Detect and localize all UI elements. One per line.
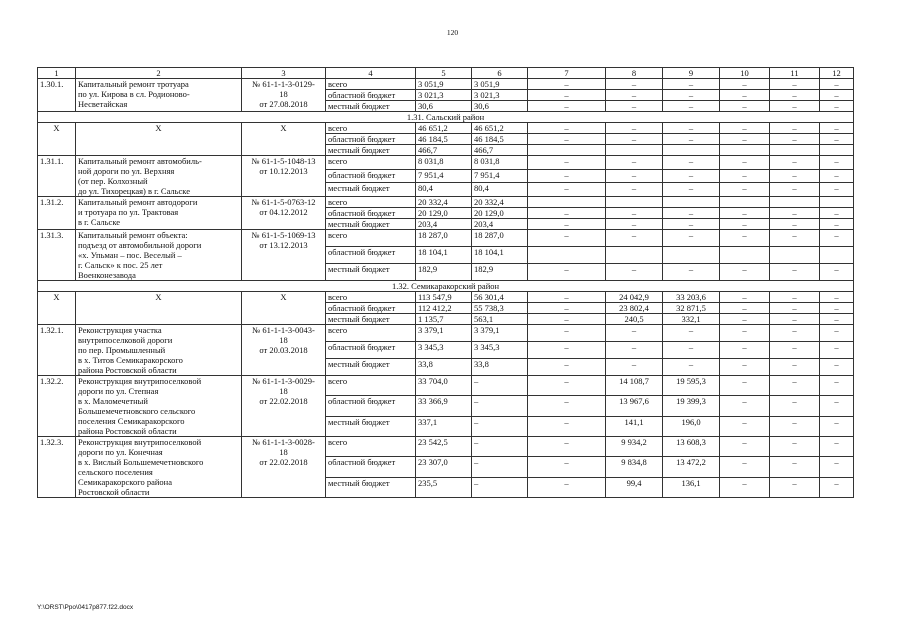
budget-source-cell: всего bbox=[326, 123, 416, 134]
value-cell: – bbox=[663, 156, 720, 170]
value-cell: – bbox=[606, 183, 663, 197]
value-cell: – bbox=[820, 325, 854, 342]
budget-source-cell: областной бюджет bbox=[326, 396, 416, 416]
column-header: 3 bbox=[242, 68, 326, 79]
value-cell: – bbox=[770, 101, 820, 112]
cell-doc: № 61-1-1-3-0029- 18 от 22.02.2018 bbox=[242, 376, 326, 437]
value-cell: – bbox=[606, 90, 663, 101]
value-cell: – bbox=[820, 134, 854, 145]
budget-source-cell: всего bbox=[326, 325, 416, 342]
value-cell: 3 051,9 bbox=[416, 79, 472, 90]
value-cell: – bbox=[472, 396, 528, 416]
budget-source-cell: местный бюджет bbox=[326, 101, 416, 112]
value-cell: 13 967,6 bbox=[606, 396, 663, 416]
value-cell: 23 802,4 bbox=[606, 303, 663, 314]
value-cell: – bbox=[528, 376, 606, 396]
value-cell: – bbox=[528, 416, 606, 436]
budget-source-cell: местный бюджет bbox=[326, 477, 416, 497]
value-cell: – bbox=[663, 123, 720, 134]
cell-doc: № 61-1-5-0763-12 от 04.12.2012 bbox=[242, 197, 326, 230]
cell-name: Капитальный ремонт автодороги и тротуара по ул. Трактовая в г. Сальске bbox=[76, 197, 242, 230]
value-cell: 18 287,0 bbox=[416, 230, 472, 247]
budget-source-cell: областной бюджет bbox=[326, 90, 416, 101]
value-cell: – bbox=[770, 416, 820, 436]
value-cell: – bbox=[720, 314, 770, 325]
value-cell: – bbox=[770, 208, 820, 219]
value-cell: 235,5 bbox=[416, 477, 472, 497]
budget-source-cell: всего bbox=[326, 156, 416, 170]
section-title: 1.31. Сальский район bbox=[38, 112, 854, 123]
value-cell: – bbox=[720, 416, 770, 436]
value-cell: – bbox=[663, 79, 720, 90]
value-cell: – bbox=[528, 219, 606, 230]
value-cell: 7 951,4 bbox=[416, 169, 472, 183]
value-cell: – bbox=[720, 342, 770, 359]
value-cell bbox=[770, 247, 820, 264]
value-cell: 3 379,1 bbox=[416, 325, 472, 342]
value-cell: – bbox=[528, 230, 606, 247]
value-cell: – bbox=[606, 169, 663, 183]
value-cell: – bbox=[528, 396, 606, 416]
value-cell: 20 129,0 bbox=[416, 208, 472, 219]
value-cell: – bbox=[720, 134, 770, 145]
value-cell: – bbox=[528, 208, 606, 219]
column-header: 5 bbox=[416, 68, 472, 79]
value-cell: – bbox=[770, 477, 820, 497]
value-cell bbox=[528, 247, 606, 264]
value-cell: – bbox=[770, 342, 820, 359]
value-cell: – bbox=[528, 123, 606, 134]
value-cell: – bbox=[770, 303, 820, 314]
value-cell: 46 651,2 bbox=[416, 123, 472, 134]
column-header: 10 bbox=[720, 68, 770, 79]
value-cell: 19 399,3 bbox=[663, 396, 720, 416]
cell-num: 1.31.1. bbox=[38, 156, 76, 197]
value-cell: 8 031,8 bbox=[416, 156, 472, 170]
value-cell: 30,6 bbox=[472, 101, 528, 112]
value-cell: – bbox=[720, 208, 770, 219]
value-cell: – bbox=[528, 342, 606, 359]
value-cell: 18 104,1 bbox=[416, 247, 472, 264]
value-cell: 3 345,3 bbox=[472, 342, 528, 359]
value-cell: – bbox=[472, 477, 528, 497]
value-cell: 112 412,2 bbox=[416, 303, 472, 314]
value-cell bbox=[663, 197, 720, 208]
value-cell: – bbox=[770, 219, 820, 230]
value-cell: – bbox=[606, 208, 663, 219]
value-cell: – bbox=[528, 303, 606, 314]
value-cell: 3 051,9 bbox=[472, 79, 528, 90]
value-cell: – bbox=[820, 437, 854, 457]
value-cell: 8 031,8 bbox=[472, 156, 528, 170]
cell-doc: № 61-1-5-1048-13 от 10.12.2013 bbox=[242, 156, 326, 197]
value-cell: 23 307,0 bbox=[416, 457, 472, 477]
value-cell: 18 104,1 bbox=[472, 247, 528, 264]
budget-source-cell: местный бюджет bbox=[326, 145, 416, 156]
value-cell bbox=[820, 197, 854, 208]
cell-num: 1.32.2. bbox=[38, 376, 76, 437]
value-cell: – bbox=[720, 376, 770, 396]
budget-source-cell: местный бюджет bbox=[326, 416, 416, 436]
value-cell: 23 542,5 bbox=[416, 437, 472, 457]
value-cell: – bbox=[528, 183, 606, 197]
value-cell: 33,8 bbox=[472, 359, 528, 376]
cell-doc: № 61-1-1-3-0043- 18 от 20.03.2018 bbox=[242, 325, 326, 376]
value-cell: 136,1 bbox=[663, 477, 720, 497]
cell-doc: № 61-1-1-3-0129- 18 от 27.08.2018 bbox=[242, 79, 326, 112]
value-cell: – bbox=[820, 314, 854, 325]
value-cell: – bbox=[528, 292, 606, 303]
cell-num: 1.32.1. bbox=[38, 325, 76, 376]
value-cell: – bbox=[472, 457, 528, 477]
value-cell: 18 287,0 bbox=[472, 230, 528, 247]
value-cell bbox=[663, 145, 720, 156]
value-cell bbox=[820, 145, 854, 156]
value-cell: – bbox=[606, 156, 663, 170]
value-cell: – bbox=[528, 477, 606, 497]
value-cell: 240,5 bbox=[606, 314, 663, 325]
column-header: 9 bbox=[663, 68, 720, 79]
cell-name: Капитальный ремонт автомобиль- ной дороги по ул. Верхняя (от пер. Колхозный до ул. Тихорецкая) в г. Сальске bbox=[76, 156, 242, 197]
value-cell bbox=[528, 197, 606, 208]
value-cell: – bbox=[820, 156, 854, 170]
value-cell: – bbox=[720, 457, 770, 477]
value-cell: – bbox=[606, 359, 663, 376]
value-cell: – bbox=[606, 325, 663, 342]
value-cell: – bbox=[528, 437, 606, 457]
value-cell: 203,4 bbox=[472, 219, 528, 230]
column-header: 8 bbox=[606, 68, 663, 79]
value-cell: 9 834,8 bbox=[606, 457, 663, 477]
value-cell: – bbox=[770, 292, 820, 303]
value-cell: 46 184,5 bbox=[416, 134, 472, 145]
budget-source-cell: областной бюджет bbox=[326, 457, 416, 477]
value-cell: – bbox=[663, 208, 720, 219]
value-cell: – bbox=[770, 396, 820, 416]
column-header: 11 bbox=[770, 68, 820, 79]
value-cell: 33,8 bbox=[416, 359, 472, 376]
budget-source-cell: всего bbox=[326, 230, 416, 247]
value-cell: 466,7 bbox=[416, 145, 472, 156]
column-header: 4 bbox=[326, 68, 416, 79]
value-cell: – bbox=[820, 376, 854, 396]
value-cell: – bbox=[528, 134, 606, 145]
value-cell: 46 184,5 bbox=[472, 134, 528, 145]
table-row bbox=[38, 292, 854, 303]
value-cell: – bbox=[606, 134, 663, 145]
value-cell: – bbox=[820, 396, 854, 416]
value-cell: – bbox=[820, 457, 854, 477]
table-row bbox=[38, 156, 854, 170]
value-cell: – bbox=[663, 359, 720, 376]
value-cell: – bbox=[820, 303, 854, 314]
value-cell: – bbox=[720, 264, 770, 281]
budget-source-cell: областной бюджет bbox=[326, 303, 416, 314]
value-cell: – bbox=[472, 416, 528, 436]
value-cell: – bbox=[720, 123, 770, 134]
cell-doc: Х bbox=[242, 292, 326, 325]
value-cell: – bbox=[720, 396, 770, 416]
cell-name: Реконструкция внутрипоселковой дороги по ул. Конечная в х. Вислый Большемечетновского сельского поселения Семикаракорского района Ростовской области bbox=[76, 437, 242, 498]
value-cell: – bbox=[820, 101, 854, 112]
value-cell: – bbox=[820, 359, 854, 376]
value-cell: – bbox=[820, 416, 854, 436]
value-cell: – bbox=[663, 134, 720, 145]
value-cell: – bbox=[770, 325, 820, 342]
value-cell: – bbox=[528, 264, 606, 281]
cell-num: 1.31.3. bbox=[38, 230, 76, 281]
value-cell: – bbox=[663, 169, 720, 183]
value-cell: – bbox=[472, 376, 528, 396]
value-cell: – bbox=[820, 219, 854, 230]
value-cell: 563,1 bbox=[472, 314, 528, 325]
cell-name: Реконструкция участка внутрипоселковой дороги по пер. Промышленный в х. Титов Семикаракорского района Ростовской области bbox=[76, 325, 242, 376]
cell-num: Х bbox=[38, 292, 76, 325]
cell-doc: № 61-1-5-1069-13 от 13.12.2013 bbox=[242, 230, 326, 281]
value-cell: – bbox=[606, 230, 663, 247]
cell-num: 1.30.1. bbox=[38, 79, 76, 112]
value-cell: – bbox=[770, 79, 820, 90]
budget-source-cell: областной бюджет bbox=[326, 134, 416, 145]
value-cell bbox=[720, 197, 770, 208]
value-cell: – bbox=[820, 169, 854, 183]
value-cell: – bbox=[770, 264, 820, 281]
value-cell: – bbox=[820, 477, 854, 497]
value-cell: – bbox=[720, 101, 770, 112]
value-cell: 20 332,4 bbox=[472, 197, 528, 208]
value-cell: 30,6 bbox=[416, 101, 472, 112]
value-cell: – bbox=[528, 169, 606, 183]
cell-doc: № 61-1-1-3-0028- 18 от 22.02.2018 bbox=[242, 437, 326, 498]
value-cell: – bbox=[820, 264, 854, 281]
value-cell: – bbox=[770, 123, 820, 134]
value-cell: – bbox=[528, 325, 606, 342]
budget-source-cell: всего bbox=[326, 376, 416, 396]
value-cell: 337,1 bbox=[416, 416, 472, 436]
cell-doc: Х bbox=[242, 123, 326, 156]
column-header: 6 bbox=[472, 68, 528, 79]
value-cell: – bbox=[770, 230, 820, 247]
value-cell: 182,9 bbox=[472, 264, 528, 281]
value-cell: – bbox=[770, 376, 820, 396]
value-cell: – bbox=[663, 219, 720, 230]
value-cell: – bbox=[606, 123, 663, 134]
value-cell: 3 379,1 bbox=[472, 325, 528, 342]
value-cell: – bbox=[606, 219, 663, 230]
budget-source-cell: местный бюджет bbox=[326, 219, 416, 230]
value-cell bbox=[606, 247, 663, 264]
value-cell bbox=[528, 145, 606, 156]
value-cell: 182,9 bbox=[416, 264, 472, 281]
value-cell: 20 129,0 bbox=[472, 208, 528, 219]
value-cell: – bbox=[720, 90, 770, 101]
value-cell: – bbox=[820, 342, 854, 359]
value-cell: – bbox=[770, 90, 820, 101]
value-cell: 33 203,6 bbox=[663, 292, 720, 303]
value-cell: 80,4 bbox=[416, 183, 472, 197]
value-cell: 56 301,4 bbox=[472, 292, 528, 303]
table-row bbox=[38, 376, 854, 396]
cell-name: Реконструкция внутрипоселковой дороги по ул. Степная в х. Маломечетный Большемечетновского сельского поселения Семикаракорского района Ростовской области bbox=[76, 376, 242, 437]
value-cell bbox=[770, 145, 820, 156]
column-header: 2 bbox=[76, 68, 242, 79]
table-row bbox=[38, 437, 854, 457]
value-cell: – bbox=[720, 359, 770, 376]
budget-source-cell: областной бюджет bbox=[326, 169, 416, 183]
cell-name: Капитальный ремонт объекта: подъезд от автомобильной дороги «х. Упьман – пос. Веселый – г. Сальск» к пос. 25 лет Военконезавода bbox=[76, 230, 242, 281]
value-cell: 13 608,3 bbox=[663, 437, 720, 457]
value-cell: – bbox=[606, 342, 663, 359]
column-header-row bbox=[38, 68, 854, 79]
value-cell: – bbox=[528, 101, 606, 112]
value-cell: 46 651,2 bbox=[472, 123, 528, 134]
value-cell: – bbox=[663, 183, 720, 197]
value-cell bbox=[720, 247, 770, 264]
value-cell: – bbox=[606, 101, 663, 112]
value-cell: – bbox=[720, 477, 770, 497]
value-cell: – bbox=[820, 90, 854, 101]
value-cell: – bbox=[528, 90, 606, 101]
value-cell: 3 021,3 bbox=[472, 90, 528, 101]
value-cell: – bbox=[720, 303, 770, 314]
value-cell: 24 042,9 bbox=[606, 292, 663, 303]
value-cell: 466,7 bbox=[472, 145, 528, 156]
value-cell: – bbox=[720, 230, 770, 247]
value-cell: – bbox=[720, 169, 770, 183]
value-cell: 32 871,5 bbox=[663, 303, 720, 314]
value-cell: – bbox=[663, 230, 720, 247]
table-row bbox=[38, 123, 854, 134]
value-cell: 141,1 bbox=[606, 416, 663, 436]
value-cell: – bbox=[528, 79, 606, 90]
section-row bbox=[38, 281, 854, 292]
value-cell: 19 595,3 bbox=[663, 376, 720, 396]
budget-source-cell: местный бюджет bbox=[326, 264, 416, 281]
cell-name: Х bbox=[76, 292, 242, 325]
value-cell: – bbox=[472, 437, 528, 457]
budget-source-cell: всего bbox=[326, 292, 416, 303]
value-cell: – bbox=[720, 325, 770, 342]
budget-table bbox=[37, 67, 854, 498]
value-cell bbox=[663, 247, 720, 264]
value-cell: – bbox=[720, 156, 770, 170]
budget-source-cell: всего bbox=[326, 437, 416, 457]
value-cell: – bbox=[770, 169, 820, 183]
value-cell: – bbox=[663, 325, 720, 342]
value-cell: 196,0 bbox=[663, 416, 720, 436]
value-cell: – bbox=[528, 156, 606, 170]
value-cell: 33 704,0 bbox=[416, 376, 472, 396]
value-cell bbox=[770, 197, 820, 208]
value-cell: – bbox=[720, 219, 770, 230]
section-row bbox=[38, 112, 854, 123]
budget-source-cell: областной бюджет bbox=[326, 208, 416, 219]
value-cell: – bbox=[820, 123, 854, 134]
value-cell: – bbox=[663, 264, 720, 281]
value-cell bbox=[820, 247, 854, 264]
value-cell: 3 021,3 bbox=[416, 90, 472, 101]
value-cell: 7 951,4 bbox=[472, 169, 528, 183]
value-cell bbox=[720, 145, 770, 156]
cell-num: Х bbox=[38, 123, 76, 156]
value-cell: 13 472,2 bbox=[663, 457, 720, 477]
value-cell: – bbox=[770, 156, 820, 170]
table-row bbox=[38, 79, 854, 90]
table-row bbox=[38, 325, 854, 342]
value-cell: 203,4 bbox=[416, 219, 472, 230]
budget-source-cell: областной бюджет bbox=[326, 342, 416, 359]
value-cell: – bbox=[770, 437, 820, 457]
value-cell: – bbox=[720, 437, 770, 457]
value-cell: – bbox=[663, 342, 720, 359]
value-cell: – bbox=[720, 79, 770, 90]
budget-source-cell: местный бюджет bbox=[326, 314, 416, 325]
value-cell: – bbox=[770, 457, 820, 477]
value-cell: 3 345,3 bbox=[416, 342, 472, 359]
cell-name: Капитальный ремонт тротуара по ул. Кирова в сл. Родионово- Несветайская bbox=[76, 79, 242, 112]
value-cell: 99,4 bbox=[606, 477, 663, 497]
cell-num: 1.31.2. bbox=[38, 197, 76, 230]
table-row bbox=[38, 197, 854, 208]
value-cell: – bbox=[528, 457, 606, 477]
value-cell: 80,4 bbox=[472, 183, 528, 197]
value-cell: – bbox=[820, 230, 854, 247]
value-cell: – bbox=[770, 314, 820, 325]
file-path-footer: Y:\ORST\Ppo\0417p877.f22.docx bbox=[37, 604, 134, 611]
value-cell: 33 366,9 bbox=[416, 396, 472, 416]
column-header: 12 bbox=[820, 68, 854, 79]
value-cell: – bbox=[720, 292, 770, 303]
budget-source-cell: местный бюджет bbox=[326, 359, 416, 376]
column-header: 7 bbox=[528, 68, 606, 79]
value-cell bbox=[606, 145, 663, 156]
value-cell: 1 135,7 bbox=[416, 314, 472, 325]
cell-name: Х bbox=[76, 123, 242, 156]
budget-source-cell: местный бюджет bbox=[326, 183, 416, 197]
value-cell: 55 738,3 bbox=[472, 303, 528, 314]
value-cell bbox=[606, 197, 663, 208]
value-cell: 14 108,7 bbox=[606, 376, 663, 396]
value-cell: – bbox=[606, 79, 663, 90]
value-cell: – bbox=[606, 264, 663, 281]
column-header: 1 bbox=[38, 68, 76, 79]
budget-source-cell: областной бюджет bbox=[326, 247, 416, 264]
value-cell: – bbox=[820, 292, 854, 303]
page-number: 120 bbox=[446, 28, 459, 37]
value-cell: – bbox=[720, 183, 770, 197]
value-cell: – bbox=[770, 183, 820, 197]
section-title: 1.32. Семикаракорский район bbox=[38, 281, 854, 292]
value-cell: – bbox=[820, 208, 854, 219]
budget-source-cell: всего bbox=[326, 197, 416, 208]
value-cell: – bbox=[820, 79, 854, 90]
value-cell: – bbox=[528, 359, 606, 376]
value-cell: 113 547,9 bbox=[416, 292, 472, 303]
value-cell: 20 332,4 bbox=[416, 197, 472, 208]
value-cell: 332,1 bbox=[663, 314, 720, 325]
cell-num: 1.32.3. bbox=[38, 437, 76, 498]
value-cell: – bbox=[770, 134, 820, 145]
value-cell: – bbox=[663, 90, 720, 101]
value-cell: 9 934,2 bbox=[606, 437, 663, 457]
value-cell: – bbox=[663, 101, 720, 112]
budget-source-cell: всего bbox=[326, 79, 416, 90]
value-cell: – bbox=[528, 314, 606, 325]
table-row bbox=[38, 230, 854, 247]
value-cell: – bbox=[770, 359, 820, 376]
value-cell: – bbox=[820, 183, 854, 197]
